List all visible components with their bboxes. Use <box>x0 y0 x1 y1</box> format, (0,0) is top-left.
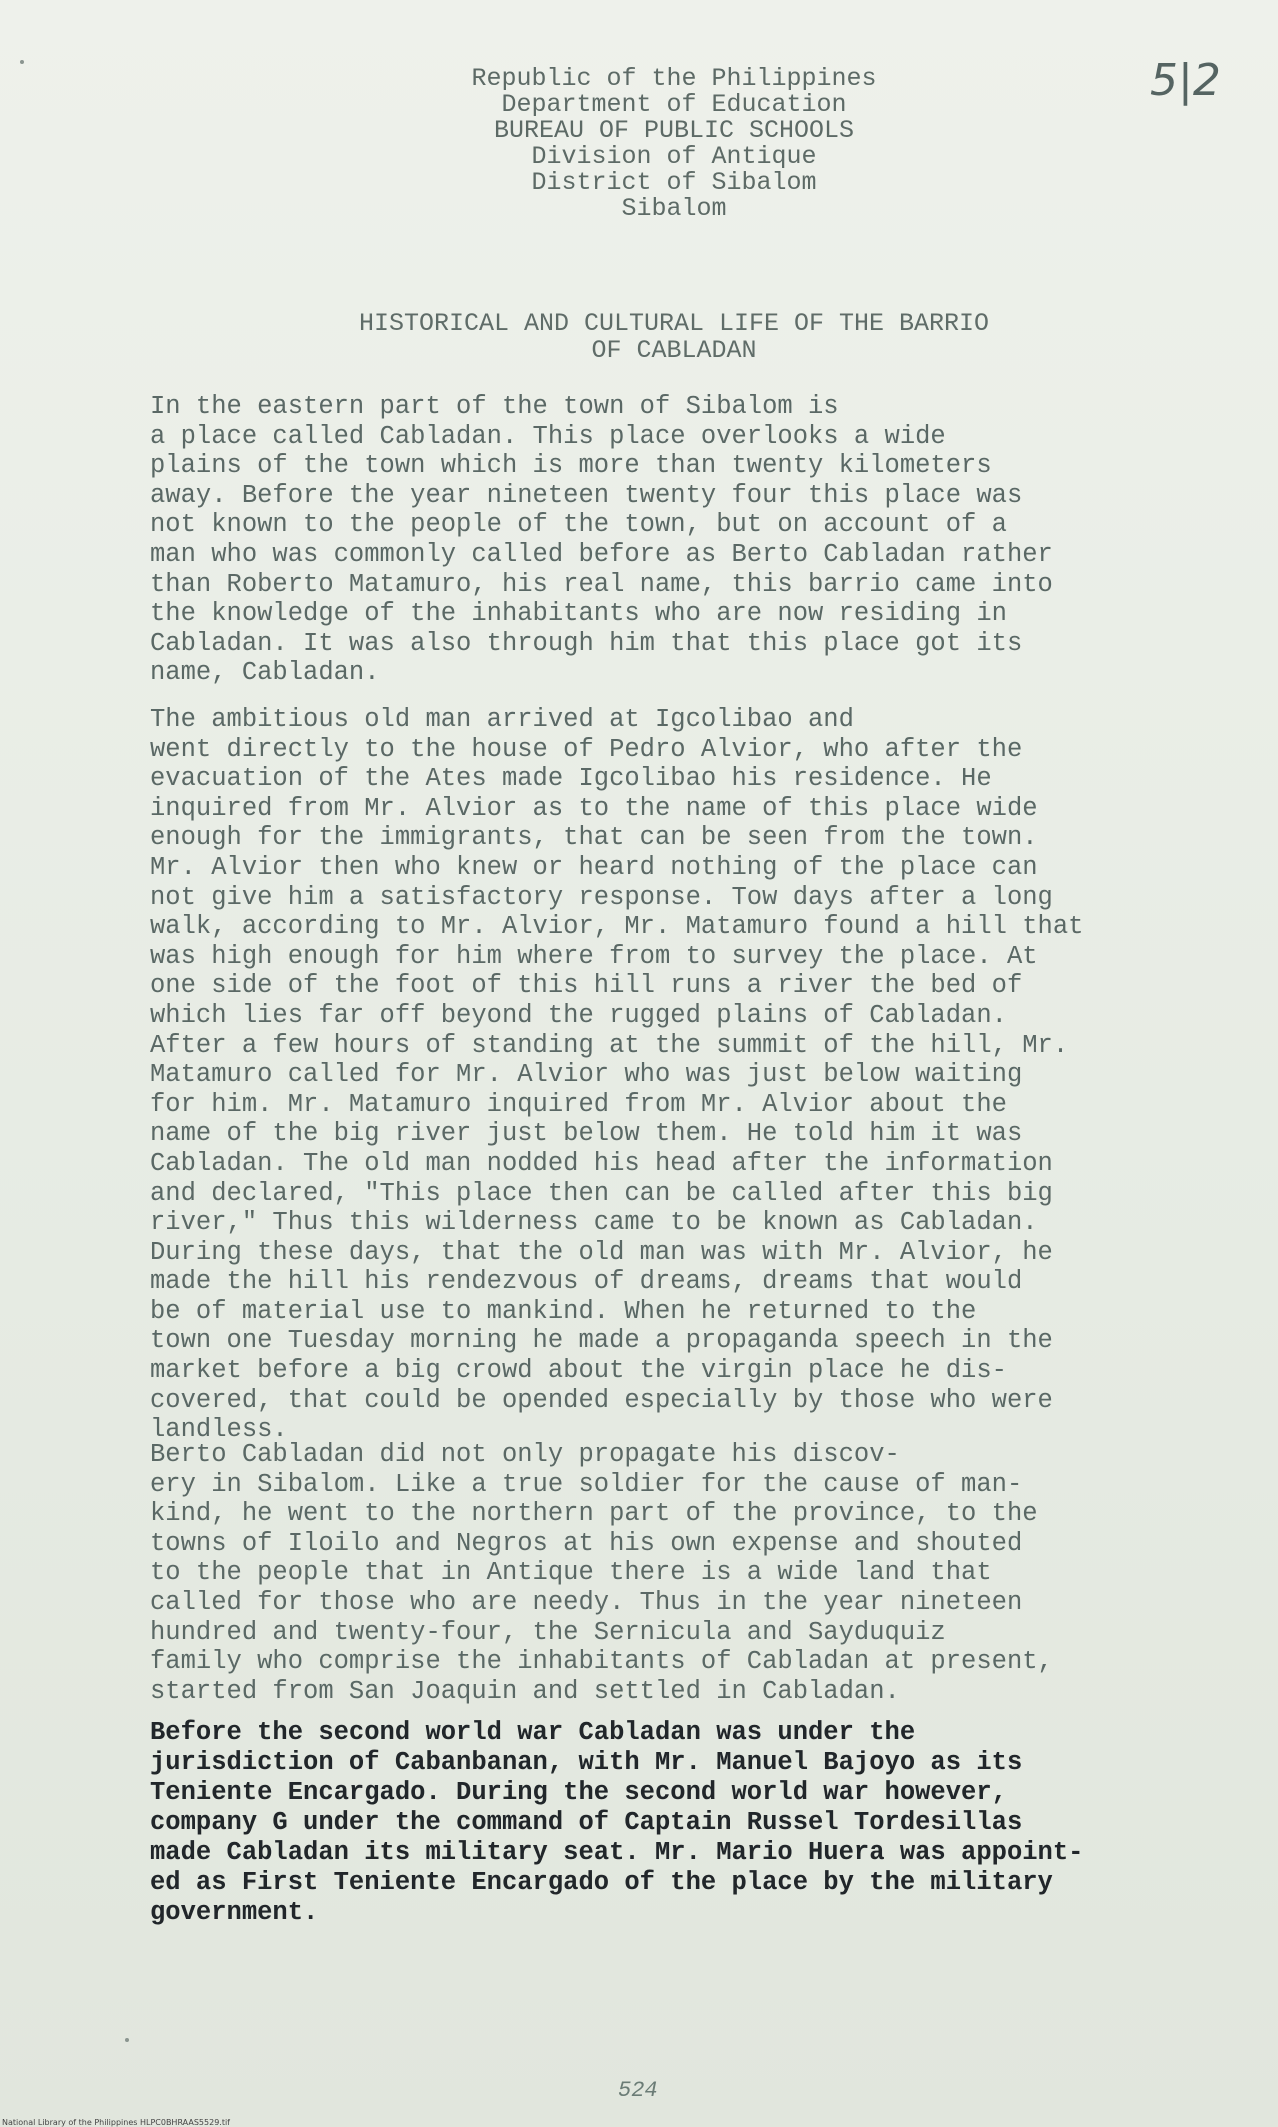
title-line-1: HISTORICAL AND CULTURAL LIFE OF THE BARRIO <box>358 309 990 338</box>
letterhead-division: Division of Antique <box>531 142 817 171</box>
page-number-mark: 5|2 <box>1150 55 1221 106</box>
dust-speck <box>125 2038 129 2042</box>
letterhead-town: Sibalom <box>621 194 727 223</box>
dust-speck <box>20 60 24 64</box>
bottom-stamp: 524 <box>618 2078 658 2103</box>
paragraph-1: In the eastern part of the town of Sibalom is a place called Cabladan. This place overlooks a wide plains of the town which is more than twenty kilometers away. Before the year nineteen twenty four this place was not known to the people of the town, but on account of a man who was commonly called before as Berto Cabladan rather than Roberto Matamuro, his real name, this barrio came into the knowledge of the inhabitants who are now residing in Cabladan. It was also through him that this place got its name, Cabladan. <box>150 392 1053 688</box>
letterhead-republic: Republic of the Philippines <box>471 64 877 93</box>
letterhead-department: Department of Education <box>501 90 847 119</box>
title-line-2: OF CABLADAN <box>591 336 757 365</box>
letterhead-district: District of Sibalom <box>531 168 817 197</box>
paragraph-2: The ambitious old man arrived at Igcolibao and went directly to the house of Pedro Alvior, who after the evacuation of the Ates made Igcolibao his residence. He inquired from Mr. Alvior as to the name of this place wide enough for the immigrants, that can be seen from the town. Mr. Alvior then who knew or heard nothing of the place can not give him a satisfactory response. Tow days after a long walk, according to Mr. Alvior, Mr. Matamuro found a hill that was high enough for him where from to survey the place. At one side of the foot of this hill runs a river the bed of which lies far off beyond the rugged plains of Cabladan. After a few hours of standing at the summit of the hill, Mr. Matamuro called for Mr. Alvior who was just below waiting for him. Mr. Matamuro inquired from Mr. Alvior about the name of the big river just below them. He told him it was Cabladan. The old man nodded his head after the information and declared, "This place then can be called after this big river," Thus this wilderness came to be known as Cabladan. During these days, that the old man was with Mr. Alvior, he made the hill his rendezvous of dreams, dreams that would be of material use to mankind. When he returned to the town one Tuesday morning he made a propaganda speech in the market before a big crowd about the virgin place he dis- covered, that could be opended especially by those who were landless. <box>150 705 1084 1445</box>
document-title <box>0 310 1278 364</box>
paragraph-4: Before the second world war Cabladan was under the jurisdiction of Cabanbanan, with Mr. Manuel Bajoyo as its Teniente Encargado. During the second world war however, company G under the command of Captain Russel Tordesillas made Cabladan its military seat. Mr. Mario Huera was appoint- ed as First Teniente Encargado of the place by the military government. <box>150 1718 1084 1927</box>
letterhead-bureau: BUREAU OF PUBLIC SCHOOLS <box>493 116 855 145</box>
scan-footer: National Library of the Philippines HLPC0BHRAAS5529.tif <box>2 2118 230 2127</box>
letterhead <box>0 66 1278 222</box>
paragraph-3: Berto Cabladan did not only propagate his discov- ery in Sibalom. Like a true soldier for the cause of man- kind, he went to the northern part of the province, to the towns of Iloilo and Negros at his own expense and shouted to the people that in Antique there is a wide land that called for those who are needy. Thus in the year nineteen hundred and twenty-four, the Sernicula and Sayduquiz family who comprise the inhabitants of Cabladan at present, started from San Joaquin and settled in Cabladan. <box>150 1440 1053 1706</box>
